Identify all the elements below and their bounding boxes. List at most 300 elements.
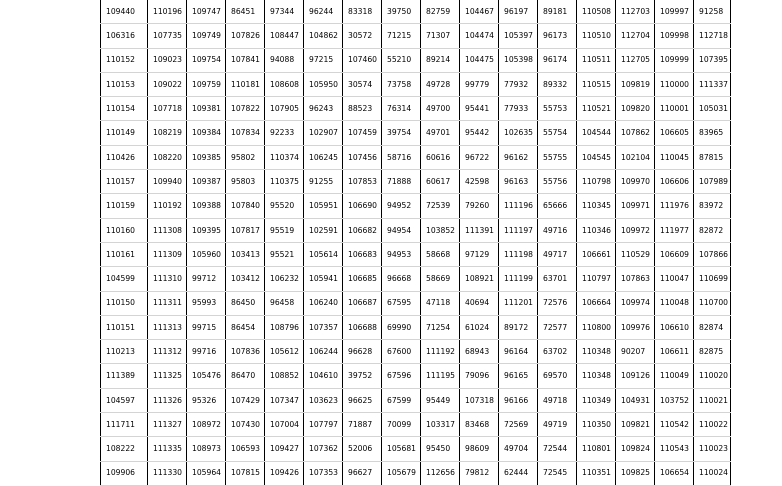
table-cell: 109426 <box>265 461 304 485</box>
table-cell: 106316 <box>101 24 148 48</box>
table-cell: 112705 <box>616 48 655 72</box>
table-cell: 82872 <box>694 218 731 242</box>
table-cell: 104597 <box>101 388 148 412</box>
table-cell: 72539 <box>421 194 460 218</box>
table-cell: 39750 <box>382 0 421 24</box>
table-cell: 94954 <box>382 218 421 242</box>
table-cell: 83468 <box>460 413 499 437</box>
table-cell: 109824 <box>616 437 655 461</box>
table-cell: 83318 <box>343 0 382 24</box>
table-cell: 103752 <box>655 388 694 412</box>
table-cell: 49716 <box>538 218 577 242</box>
table-cell: 94088 <box>265 48 304 72</box>
table-cell: 96163 <box>499 170 538 194</box>
table-cell: 63702 <box>538 340 577 364</box>
table-cell: 110699 <box>694 267 731 291</box>
table-cell: 94952 <box>382 194 421 218</box>
table-row <box>101 48 731 72</box>
table-cell: 111192 <box>421 340 460 364</box>
table-cell: 55755 <box>538 145 577 169</box>
table-cell: 110149 <box>101 121 148 145</box>
table-cell: 49719 <box>538 413 577 437</box>
table-cell: 109388 <box>187 194 226 218</box>
table-row <box>101 291 731 315</box>
table-cell: 110196 <box>148 0 187 24</box>
table-cell: 110024 <box>694 461 731 485</box>
table-cell: 71254 <box>421 315 460 339</box>
table-cell: 107353 <box>304 461 343 485</box>
table-cell: 79260 <box>460 194 499 218</box>
table-cell: 104467 <box>460 0 499 24</box>
table-cell: 110150 <box>101 291 148 315</box>
table-cell: 107430 <box>226 413 265 437</box>
table-cell: 95803 <box>226 170 265 194</box>
table-cell: 111391 <box>460 218 499 242</box>
table-cell: 86450 <box>226 291 265 315</box>
table-cell: 107817 <box>226 218 265 242</box>
table-cell: 106690 <box>343 194 382 218</box>
table-cell: 96174 <box>538 48 577 72</box>
table-cell: 68943 <box>460 340 499 364</box>
table-cell: 109906 <box>101 461 148 485</box>
table-cell: 71215 <box>382 24 421 48</box>
table-row <box>101 145 731 169</box>
table-cell: 77933 <box>499 97 538 121</box>
table-cell: 108921 <box>460 267 499 291</box>
table-cell: 107429 <box>226 388 265 412</box>
table-cell: 111313 <box>148 315 187 339</box>
table-cell: 107822 <box>226 97 265 121</box>
table-cell: 76314 <box>382 97 421 121</box>
table-row <box>101 194 731 218</box>
table-cell: 60617 <box>421 170 460 194</box>
table-cell: 108972 <box>187 413 226 437</box>
table-cell: 88523 <box>343 97 382 121</box>
table-cell: 89332 <box>538 72 577 96</box>
table-cell: 110797 <box>577 267 616 291</box>
table-cell: 111335 <box>148 437 187 461</box>
table-row <box>101 0 731 24</box>
table-cell: 96197 <box>499 0 538 24</box>
table-cell: 69570 <box>538 364 577 388</box>
table-cell: 111326 <box>148 388 187 412</box>
table-cell: 86454 <box>226 315 265 339</box>
table-cell: 110049 <box>655 364 694 388</box>
table-cell: 97215 <box>304 48 343 72</box>
table-cell: 110045 <box>655 145 694 169</box>
table-cell: 111325 <box>148 364 187 388</box>
table-cell: 67595 <box>382 291 421 315</box>
table-cell: 86470 <box>226 364 265 388</box>
table-cell: 109997 <box>655 0 694 24</box>
table-cell: 99716 <box>187 340 226 364</box>
table-cell: 108852 <box>265 364 304 388</box>
table-cell: 109384 <box>187 121 226 145</box>
table-cell: 99715 <box>187 315 226 339</box>
table-row <box>101 315 731 339</box>
table-cell: 106685 <box>343 267 382 291</box>
table-cell: 107318 <box>460 388 499 412</box>
table-cell: 103317 <box>421 413 460 437</box>
table-cell: 110151 <box>101 315 148 339</box>
table-cell: 112703 <box>616 0 655 24</box>
table-cell: 110801 <box>577 437 616 461</box>
table-cell: 102635 <box>499 121 538 145</box>
table-cell: 110048 <box>655 291 694 315</box>
table-cell: 87815 <box>694 145 731 169</box>
table-cell: 109971 <box>616 194 655 218</box>
table-cell: 83972 <box>694 194 731 218</box>
table-cell: 111976 <box>655 194 694 218</box>
table-cell: 110521 <box>577 97 616 121</box>
table-cell: 111196 <box>499 194 538 218</box>
table-cell: 95520 <box>265 194 304 218</box>
table-cell: 91255 <box>304 170 343 194</box>
table-cell: 111309 <box>148 242 187 266</box>
table-cell: 110543 <box>655 437 694 461</box>
table-row <box>101 388 731 412</box>
table-cell: 109440 <box>101 0 148 24</box>
table-cell: 109381 <box>187 97 226 121</box>
table-cell: 109998 <box>655 24 694 48</box>
table-cell: 63701 <box>538 267 577 291</box>
table-cell: 107735 <box>148 24 187 48</box>
table-cell: 106683 <box>343 242 382 266</box>
table-cell: 103623 <box>304 388 343 412</box>
table-cell: 106244 <box>304 340 343 364</box>
table-cell: 67596 <box>382 364 421 388</box>
table-cell: 107836 <box>226 340 265 364</box>
table-cell: 109976 <box>616 315 655 339</box>
table-cell: 110001 <box>655 97 694 121</box>
table-cell: 62444 <box>499 461 538 485</box>
table-cell: 107841 <box>226 48 265 72</box>
table-cell: 110508 <box>577 0 616 24</box>
table-cell: 96625 <box>343 388 382 412</box>
table-cell: 111198 <box>499 242 538 266</box>
table-cell: 111389 <box>101 364 148 388</box>
table-cell: 98609 <box>460 437 499 461</box>
table-cell: 108608 <box>265 72 304 96</box>
table-cell: 110020 <box>694 364 731 388</box>
table-cell: 109385 <box>187 145 226 169</box>
table-cell: 96173 <box>538 24 577 48</box>
table-cell: 109022 <box>148 72 187 96</box>
table-cell: 110798 <box>577 170 616 194</box>
table-cell: 110375 <box>265 170 304 194</box>
table-cell: 72569 <box>499 413 538 437</box>
table-row <box>101 242 731 266</box>
table-cell: 106687 <box>343 291 382 315</box>
table-cell: 110515 <box>577 72 616 96</box>
table-cell: 103413 <box>226 242 265 266</box>
table-cell: 106240 <box>304 291 343 315</box>
table-cell: 82759 <box>421 0 460 24</box>
table-cell: 110160 <box>101 218 148 242</box>
table-cell: 97129 <box>460 242 499 266</box>
table-cell: 107815 <box>226 461 265 485</box>
table-cell: 105614 <box>304 242 343 266</box>
table-cell: 79812 <box>460 461 499 485</box>
table-cell: 111330 <box>148 461 187 485</box>
table-cell: 107826 <box>226 24 265 48</box>
table-cell: 60616 <box>421 145 460 169</box>
table-cell: 96164 <box>499 340 538 364</box>
table-cell: 72577 <box>538 315 577 339</box>
table-row <box>101 97 731 121</box>
table-cell: 111195 <box>421 364 460 388</box>
table-cell: 49701 <box>421 121 460 145</box>
table-cell: 105397 <box>499 24 538 48</box>
table-cell: 110511 <box>577 48 616 72</box>
table-cell: 55754 <box>538 121 577 145</box>
table-cell: 105679 <box>382 461 421 485</box>
table-cell: 107718 <box>148 97 187 121</box>
table-cell: 39752 <box>343 364 382 388</box>
table-cell: 67599 <box>382 388 421 412</box>
table-cell: 95449 <box>421 388 460 412</box>
table-cell: 30572 <box>343 24 382 48</box>
table-cell: 110348 <box>577 364 616 388</box>
table-cell: 77932 <box>499 72 538 96</box>
table-cell: 49704 <box>499 437 538 461</box>
table-cell: 105951 <box>304 194 343 218</box>
table-cell: 110346 <box>577 218 616 242</box>
table-cell: 106606 <box>655 170 694 194</box>
table-cell: 106682 <box>343 218 382 242</box>
table-cell: 105950 <box>304 72 343 96</box>
table-cell: 106245 <box>304 145 343 169</box>
table-cell: 58668 <box>421 242 460 266</box>
table-cell: 107862 <box>616 121 655 145</box>
table-cell: 109754 <box>187 48 226 72</box>
table-cell: 105612 <box>265 340 304 364</box>
table-cell: 69990 <box>382 315 421 339</box>
table-cell: 106605 <box>655 121 694 145</box>
table-cell: 110181 <box>226 72 265 96</box>
table-cell: 92233 <box>265 121 304 145</box>
table-cell: 49717 <box>538 242 577 266</box>
table-cell: 105681 <box>382 437 421 461</box>
table-cell: 107905 <box>265 97 304 121</box>
table-cell: 108219 <box>148 121 187 145</box>
table-cell: 108447 <box>265 24 304 48</box>
table-cell: 109970 <box>616 170 655 194</box>
table-cell: 107395 <box>694 48 731 72</box>
table-cell: 95441 <box>460 97 499 121</box>
table-cell: 106611 <box>655 340 694 364</box>
table-cell: 110351 <box>577 461 616 485</box>
table-cell: 103412 <box>226 267 265 291</box>
table-cell: 110000 <box>655 72 694 96</box>
table-cell: 110350 <box>577 413 616 437</box>
table-cell: 106661 <box>577 242 616 266</box>
table-cell: 111310 <box>148 267 187 291</box>
table-cell: 109749 <box>187 24 226 48</box>
table-cell: 73758 <box>382 72 421 96</box>
table-cell: 106688 <box>343 315 382 339</box>
table-cell: 107004 <box>265 413 304 437</box>
table-cell: 107357 <box>304 315 343 339</box>
table-cell: 108222 <box>101 437 148 461</box>
table-cell: 96166 <box>499 388 538 412</box>
table-cell: 110161 <box>101 242 148 266</box>
table-cell: 95442 <box>460 121 499 145</box>
table-row <box>101 218 731 242</box>
table-cell: 47118 <box>421 291 460 315</box>
table-cell: 94953 <box>382 242 421 266</box>
table-cell: 111311 <box>148 291 187 315</box>
table-cell: 110349 <box>577 388 616 412</box>
table-cell: 104931 <box>616 388 655 412</box>
table-cell: 104610 <box>304 364 343 388</box>
table-cell: 109972 <box>616 218 655 242</box>
table-cell: 105031 <box>694 97 731 121</box>
table-cell: 95993 <box>187 291 226 315</box>
table-cell: 109974 <box>616 291 655 315</box>
table-row <box>101 72 731 96</box>
table-cell: 112704 <box>616 24 655 48</box>
table-cell: 49728 <box>421 72 460 96</box>
table-cell: 55210 <box>382 48 421 72</box>
table-cell: 111977 <box>655 218 694 242</box>
table-cell: 107834 <box>226 121 265 145</box>
table-cell: 95521 <box>265 242 304 266</box>
table-cell: 109759 <box>187 72 226 96</box>
table-cell: 109023 <box>148 48 187 72</box>
table-cell: 39754 <box>382 121 421 145</box>
table-cell: 110152 <box>101 48 148 72</box>
table-cell: 109825 <box>616 461 655 485</box>
table-cell: 105941 <box>304 267 343 291</box>
table-cell: 109819 <box>616 72 655 96</box>
table-cell: 107866 <box>694 242 731 266</box>
table-cell: 102104 <box>616 145 655 169</box>
table-cell: 111201 <box>499 291 538 315</box>
table-cell: 110154 <box>101 97 148 121</box>
table-cell: 107797 <box>304 413 343 437</box>
table-cell: 110510 <box>577 24 616 48</box>
table-cell: 105964 <box>187 461 226 485</box>
table-cell: 99712 <box>187 267 226 291</box>
table-cell: 111312 <box>148 340 187 364</box>
table-cell: 89181 <box>538 0 577 24</box>
table-cell: 107362 <box>304 437 343 461</box>
table-cell: 82874 <box>694 315 731 339</box>
table-cell: 96244 <box>304 0 343 24</box>
table-cell: 107989 <box>694 170 731 194</box>
table-cell: 108220 <box>148 145 187 169</box>
table-cell: 110542 <box>655 413 694 437</box>
table-cell: 104599 <box>101 267 148 291</box>
table-row <box>101 340 731 364</box>
table-cell: 96628 <box>343 340 382 364</box>
table-cell: 110159 <box>101 194 148 218</box>
table-cell: 106609 <box>655 242 694 266</box>
table-row <box>101 461 731 485</box>
table-cell: 111327 <box>148 413 187 437</box>
table-cell: 110700 <box>694 291 731 315</box>
table-cell: 107347 <box>265 388 304 412</box>
table-row <box>101 24 731 48</box>
table-cell: 110021 <box>694 388 731 412</box>
table-cell: 111199 <box>499 267 538 291</box>
table-cell: 106654 <box>655 461 694 485</box>
table-cell: 71887 <box>343 413 382 437</box>
table-cell: 110023 <box>694 437 731 461</box>
table-row <box>101 267 731 291</box>
table-cell: 110529 <box>616 242 655 266</box>
table-cell: 95326 <box>187 388 226 412</box>
table-cell: 109999 <box>655 48 694 72</box>
table-cell: 61024 <box>460 315 499 339</box>
table-cell: 110047 <box>655 267 694 291</box>
table-cell: 105960 <box>187 242 226 266</box>
table-cell: 102591 <box>304 218 343 242</box>
table-cell: 110426 <box>101 145 148 169</box>
table-cell: 110157 <box>101 170 148 194</box>
data-table <box>100 0 731 486</box>
table-cell: 104544 <box>577 121 616 145</box>
table-cell: 49700 <box>421 97 460 121</box>
table-cell: 110374 <box>265 145 304 169</box>
table-cell: 112718 <box>694 24 731 48</box>
table-cell: 107456 <box>343 145 382 169</box>
table-cell: 106232 <box>265 267 304 291</box>
table-cell: 70099 <box>382 413 421 437</box>
table-cell: 86451 <box>226 0 265 24</box>
table-cell: 89214 <box>421 48 460 72</box>
table-cell: 99779 <box>460 72 499 96</box>
table-cell: 89172 <box>499 315 538 339</box>
table-cell: 95802 <box>226 145 265 169</box>
table-cell: 72544 <box>538 437 577 461</box>
table-cell: 104474 <box>460 24 499 48</box>
table-cell: 112656 <box>421 461 460 485</box>
table-cell: 96458 <box>265 291 304 315</box>
table-cell: 90207 <box>616 340 655 364</box>
table-cell: 109395 <box>187 218 226 242</box>
table-cell: 104475 <box>460 48 499 72</box>
table-cell: 65666 <box>538 194 577 218</box>
table-cell: 105476 <box>187 364 226 388</box>
table-cell: 110022 <box>694 413 731 437</box>
table-cell: 104862 <box>304 24 343 48</box>
table-cell: 109821 <box>616 413 655 437</box>
table-cell: 111197 <box>499 218 538 242</box>
table-cell: 108796 <box>265 315 304 339</box>
table-cell: 111337 <box>694 72 731 96</box>
table-cell: 96627 <box>343 461 382 485</box>
table-cell: 104545 <box>577 145 616 169</box>
table-cell: 79096 <box>460 364 499 388</box>
table-cell: 49718 <box>538 388 577 412</box>
table-cell: 110153 <box>101 72 148 96</box>
table-cell: 55756 <box>538 170 577 194</box>
table-cell: 58716 <box>382 145 421 169</box>
table-row <box>101 413 731 437</box>
table-cell: 107840 <box>226 194 265 218</box>
table-cell: 108973 <box>187 437 226 461</box>
table-cell: 102907 <box>304 121 343 145</box>
table-cell: 71307 <box>421 24 460 48</box>
table-cell: 96668 <box>382 267 421 291</box>
table-cell: 107853 <box>343 170 382 194</box>
table-cell: 83965 <box>694 121 731 145</box>
table-cell: 106593 <box>226 437 265 461</box>
table-cell: 109427 <box>265 437 304 461</box>
table-cell: 42598 <box>460 170 499 194</box>
